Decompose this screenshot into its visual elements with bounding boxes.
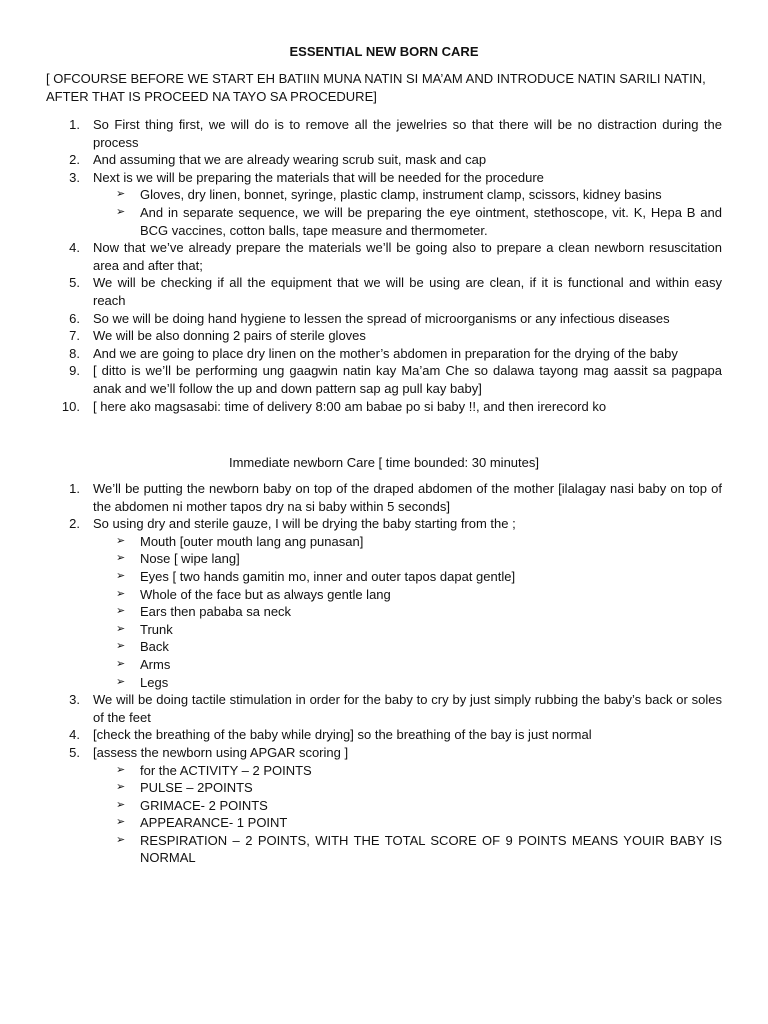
list-item-text: We will be checking if all the equipment that we will be using are clean, if it is functional and within easy reach [93,275,722,308]
list-item-text: [ ditto is we’ll be performing ung gaagwin natin kay Ma’am Che so dalawa tayong mag aassit sa pagpapa anak and we’ll follow the up and down pattern sap ag pull kay baby] [93,363,722,396]
list-item-text: [check the breathing of the baby while drying] so the breathing of the bay is just normal [93,727,592,743]
list-item [46,116,722,151]
list-item-text: So First thing first, we will do is to remove all the jewelries so that there will be no distraction during the process [93,117,722,150]
list-item-number: 6. [69,310,80,326]
section-2-title: Immediate newborn Care [ time bounded: 30 minutes] [228,455,539,470]
arrow-bullet-icon: ➢ [116,640,126,653]
sub-list-item-text: Mouth [outer mouth lang ang punasan] [140,533,364,549]
sub-list-item-text: Ears then pababa sa neck [140,604,292,620]
arrow-bullet-icon: ➢ [116,622,126,635]
list-item-text: So we will be doing hand hygiene to lessen the spread of microorganisms or any infectious diseases [93,310,670,326]
sub-list-item-text: APPEARANCE- 1 POINT [140,815,288,831]
section-1-steps [46,116,722,415]
sub-list-item [93,797,722,815]
sub-list-item-text: And in separate sequence, we will be preparing the eye ointment, stethoscope, vit. K, Hepa B and BCG vaccines, cotton balls, tape measure and thermometer. [140,204,722,238]
arrow-bullet-icon: ➢ [116,657,126,670]
section-2-steps [46,480,722,867]
list-item-number: 7. [69,328,80,344]
list-item [46,480,722,515]
list-item-number: 9. [69,363,80,379]
arrow-bullet-icon: ➢ [116,605,126,618]
list-item [46,345,722,363]
list-item-number: 3. [69,692,80,708]
sub-list-item [93,204,722,239]
sub-list-item-text: for the ACTIVITY – 2 POINTS [140,762,312,778]
sub-list [93,186,722,239]
arrow-bullet-icon: ➢ [116,534,126,547]
sub-list-item [93,550,722,568]
arrow-bullet-icon: ➢ [116,833,126,846]
list-item [46,744,722,867]
list-item-text: [assess the newborn using APGAR scoring ] [93,744,349,760]
arrow-bullet-icon: ➢ [116,816,126,829]
list-item-text: And we are going to place dry linen on the mother’s abdomen in preparation for the drying of the baby [93,345,678,361]
sub-list-item-text: Trunk [140,621,173,637]
sub-list-item-text: Back [140,639,169,655]
arrow-bullet-icon: ➢ [116,188,126,201]
arrow-bullet-icon: ➢ [116,552,126,565]
arrow-bullet-icon: ➢ [116,569,126,582]
list-item [46,274,722,309]
sub-list-item [93,533,722,551]
arrow-bullet-icon: ➢ [116,587,126,600]
sub-list-item-text: Legs [140,674,169,690]
list-item-text: Next is we will be preparing the materials that will be needed for the procedure [93,169,544,185]
sub-list-item [93,779,722,797]
list-item-number: 5. [69,275,80,291]
list-item [46,515,722,691]
arrow-bullet-icon: ➢ [116,675,126,688]
arrow-bullet-icon: ➢ [116,781,126,794]
sub-list-item [93,603,722,621]
sub-list-item-text: GRIMACE- 2 POINTS [140,797,268,813]
intro-paragraph: [ OFCOURSE BEFORE WE START EH BATIIN MUNA NATIN SI MA’AM AND INTRODUCE NATIN SARILI NATIN, AFTER THAT IS PROCEED NA TAYO SA PROCEDURE] [46,71,706,104]
list-item-text: We’ll be putting the newborn baby on top of the draped abdomen of the mother [ilalagay nasi baby on top of the abdomen ni mother tapos dry na si baby within 5 seconds] [93,481,722,514]
list-item-number: 3. [69,169,80,185]
list-item-text: We will be also donning 2 pairs of sterile gloves [93,328,366,344]
sub-list-item-text: Gloves, dry linen, bonnet, syringe, plastic clamp, instrument clamp, scissors, kidney basins [140,187,662,203]
list-item-number: 10. [61,398,80,414]
arrow-bullet-icon: ➢ [116,798,126,811]
sub-list-item-text: Arms [140,656,171,672]
list-item-number: 1. [69,117,80,132]
sub-list-item [93,568,722,586]
list-item-text: We will be doing tactile stimulation in order for the baby to cry by just simply rubbing the baby’s back or soles of the feet [93,692,722,725]
list-item [46,151,722,169]
sub-list-item [93,832,722,867]
sub-list [93,533,722,691]
sub-list-item-text: PULSE – 2POINTS [140,780,253,796]
sub-list-item-text: Nose [ wipe lang] [140,551,240,567]
list-item [46,310,722,328]
sub-list-item [93,814,722,832]
list-item-number: 1. [69,481,80,496]
sub-list-item [93,762,722,780]
arrow-bullet-icon: ➢ [116,763,126,776]
sub-list-item [93,674,722,692]
list-item-text: [ here ako magsasabi: time of delivery 8:00 am babae po si baby !!, and then irerecord ko [93,398,607,414]
list-item-number: 4. [69,727,80,743]
sub-list-item-text: Eyes [ two hands gamitin mo, inner and outer tapos dapat gentle] [140,568,516,584]
list-item-text: And assuming that we are already wearing scrub suit, mask and cap [93,152,487,168]
list-item-text: So using dry and sterile gauze, I will be drying the baby starting from the ; [93,516,516,532]
list-item-number: 4. [69,240,80,256]
sub-list-item-text: Whole of the face but as always gentle lang [140,586,391,602]
list-item-text: Now that we’ve already prepare the materials we’ll be going also to prepare a clean newborn resuscitation area and after that; [93,240,722,273]
list-item [46,726,722,744]
list-item-number: 2. [69,152,80,168]
sub-list-item [93,586,722,604]
list-item [46,327,722,345]
arrow-bullet-icon: ➢ [116,205,126,218]
list-item-number: 5. [69,744,80,760]
sub-list [93,762,722,868]
list-item [46,169,722,239]
sub-list-item [93,621,722,639]
list-item [46,398,722,416]
document-title: ESSENTIAL NEW BORN CARE [289,44,479,59]
sub-list-item [93,638,722,656]
list-item [46,362,722,397]
list-item-number: 2. [69,516,80,532]
list-item [46,691,722,726]
list-item [46,239,722,274]
list-item-number: 8. [69,345,80,361]
sub-list-item-text: RESPIRATION – 2 POINTS, WITH THE TOTAL SCORE OF 9 POINTS MEANS YOUIR BABY IS NORMAL [140,832,722,866]
sub-list-item [93,656,722,674]
sub-list-item [93,186,722,204]
